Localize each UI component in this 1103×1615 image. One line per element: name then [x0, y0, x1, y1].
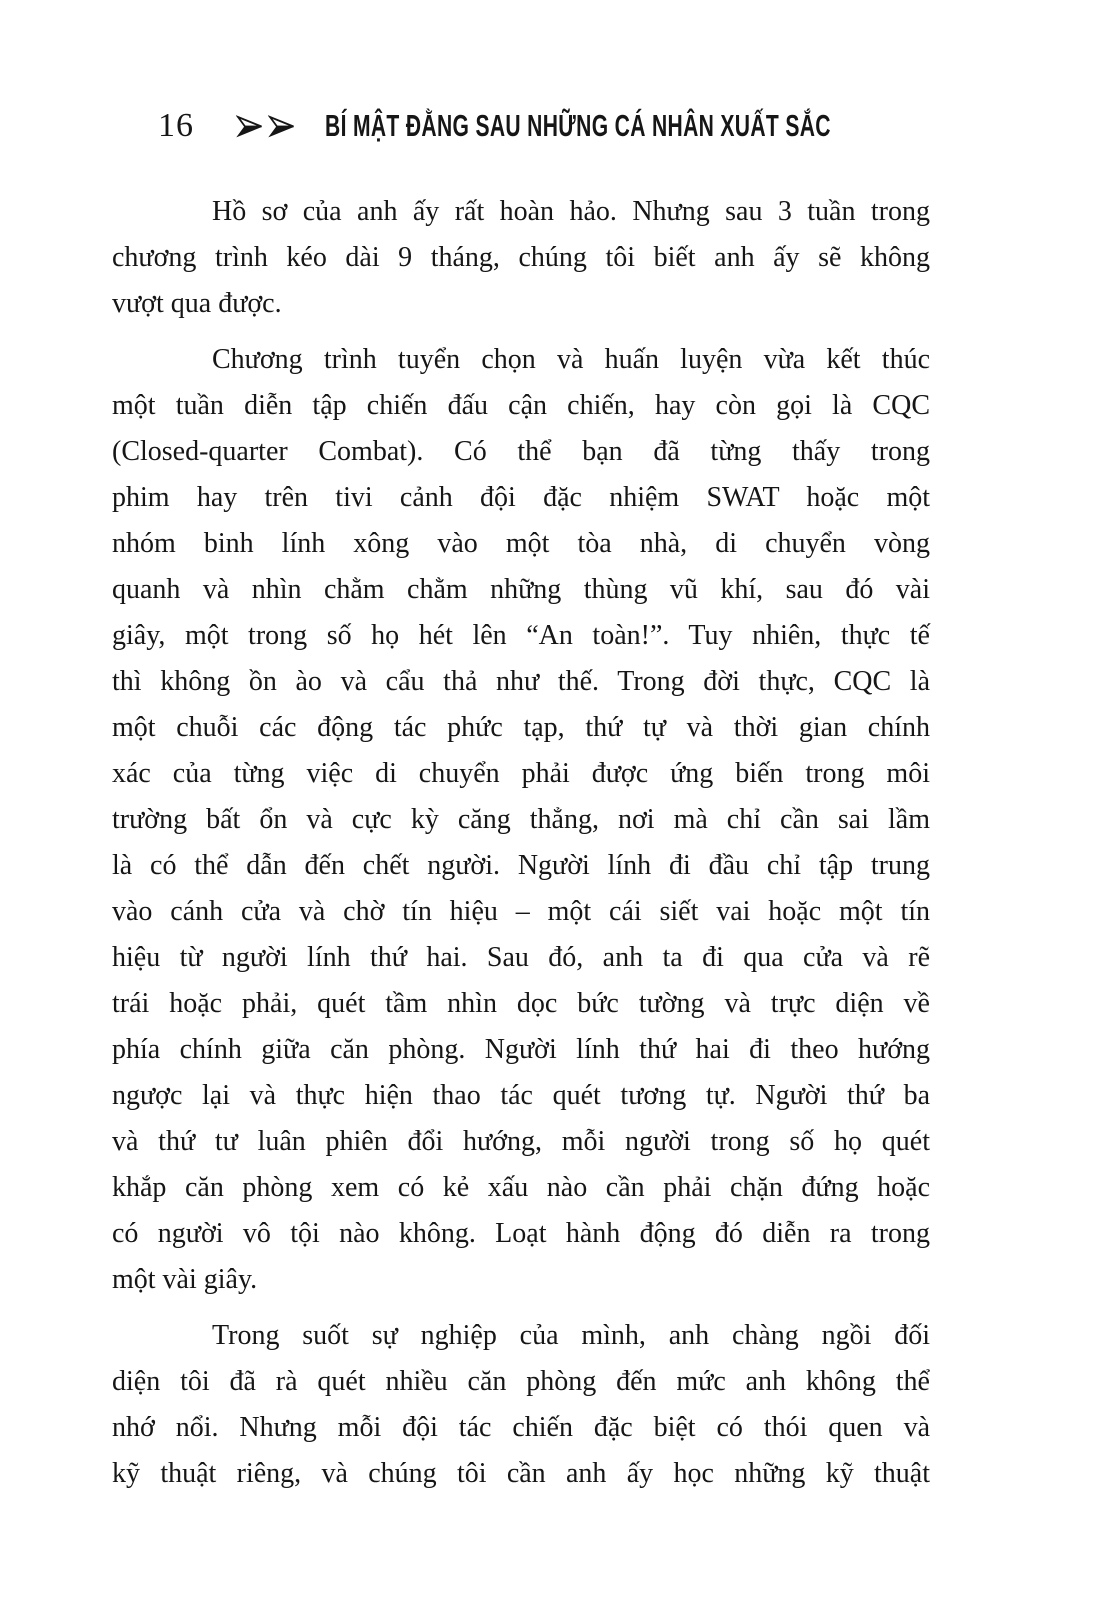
text-line: trái hoặc phải, quét tầm nhìn dọc bức tường và trực diện về	[112, 988, 930, 1019]
text-line: (Closed-quarter Combat). Có thể bạn đã từng thấy trong	[112, 436, 930, 467]
text-line: một tuần diễn tập chiến đấu cận chiến, hay còn gọi là CQC	[112, 390, 930, 421]
text-line: vượt qua được.	[112, 288, 282, 319]
text-line: phía chính giữa căn phòng. Người lính thứ hai đi theo hướng	[112, 1034, 930, 1065]
running-head-title: BÍ MẬT ĐẰNG SAU NHỮNG CÁ NHÂN XUẤT SẮC	[325, 108, 831, 143]
text-line: phim hay trên tivi cảnh đội đặc nhiệm SWAT hoặc một	[112, 482, 930, 513]
text-line: vào cánh cửa và chờ tín hiệu – một cái siết vai hoặc một tín	[112, 896, 930, 927]
text-line: có người vô tội nào không. Loạt hành động đó diễn ra trong	[112, 1218, 930, 1249]
text-line: và thứ tư luân phiên đổi hướng, mỗi người trong số họ quét	[112, 1126, 930, 1157]
text-line: trường bất ổn và cực kỳ căng thẳng, nơi mà chỉ cần sai lầm	[112, 804, 930, 835]
text-line: nhớ nổi. Nhưng mỗi đội tác chiến đặc biệt có thói quen và	[112, 1412, 930, 1443]
text-line: diện tôi đã rà quét nhiều căn phòng đến mức anh không thể	[112, 1366, 930, 1397]
text-line: Hồ sơ của anh ấy rất hoàn hảo. Nhưng sau 3 tuần trong	[212, 196, 930, 227]
text-line: Trong suốt sự nghiệp của mình, anh chàng ngồi đối	[212, 1320, 930, 1351]
paragraph	[112, 189, 930, 327]
text-line: hiệu từ người lính thứ hai. Sau đó, anh ta đi qua cửa và rẽ	[112, 942, 930, 973]
page-body	[112, 189, 930, 1497]
text-line: một vài giây.	[112, 1264, 258, 1295]
text-line: thì không ồn ào và cẩu thả như thế. Trong đời thực, CQC là	[112, 666, 930, 697]
paragraph	[112, 337, 930, 1303]
paragraph	[112, 1313, 930, 1497]
text-line: Chương trình tuyển chọn và huấn luyện vừa kết thúc	[212, 344, 930, 375]
text-line: ngược lại và thực hiện thao tác quét tương tự. Người thứ ba	[112, 1080, 930, 1111]
text-line: quanh và nhìn chằm chằm những thùng vũ khí, sau đó vài	[112, 574, 930, 605]
double-right-arrowhead-icon	[236, 115, 295, 138]
text-line: xác của từng việc di chuyển phải được ứng biến trong môi	[112, 758, 930, 789]
text-line: kỹ thuật riêng, và chúng tôi cần anh ấy học những kỹ thuật	[112, 1458, 930, 1489]
text-line: khắp căn phòng xem có kẻ xấu nào cần phải chặn đứng hoặc	[112, 1172, 930, 1203]
right-arrowhead-icon	[268, 115, 295, 138]
text-line: một chuỗi các động tác phức tạp, thứ tự và thời gian chính	[112, 712, 930, 743]
text-line: nhóm binh lính xông vào một tòa nhà, di chuyển vòng	[112, 528, 930, 559]
text-line: giây, một trong số họ hét lên “An toàn!”. Tuy nhiên, thực tế	[112, 620, 930, 651]
page-number: 16	[158, 107, 194, 144]
right-arrowhead-icon	[236, 115, 263, 138]
page-header	[158, 104, 1069, 148]
text-line: là có thể dẫn đến chết người. Người lính đi đầu chỉ tập trung	[112, 850, 930, 881]
text-line: chương trình kéo dài 9 tháng, chúng tôi biết anh ấy sẽ không	[112, 242, 930, 273]
